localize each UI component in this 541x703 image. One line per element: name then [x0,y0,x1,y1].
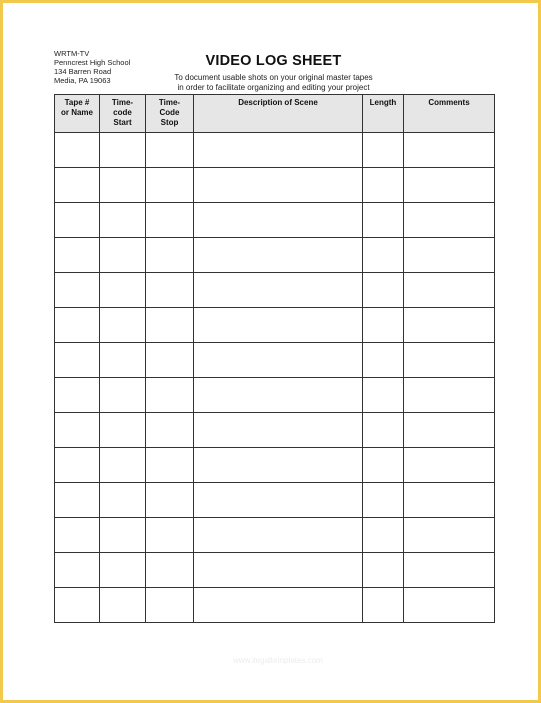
log-cell[interactable] [363,273,404,308]
log-cell[interactable] [146,448,194,483]
org-name: WRTM-TV [54,49,90,58]
log-cell[interactable] [146,168,194,203]
log-cell[interactable] [363,343,404,378]
log-cell[interactable] [404,448,495,483]
log-cell[interactable] [146,588,194,623]
log-cell[interactable] [404,308,495,343]
table-row [55,483,495,518]
log-cell[interactable] [146,203,194,238]
log-cell[interactable] [100,308,146,343]
log-cell[interactable] [100,343,146,378]
log-cell[interactable] [404,588,495,623]
log-cell[interactable] [100,588,146,623]
log-cell[interactable] [404,203,495,238]
log-cell[interactable] [194,273,363,308]
log-cell[interactable] [404,553,495,588]
table-row [55,203,495,238]
log-cell[interactable] [146,413,194,448]
log-cell[interactable] [363,413,404,448]
log-cell[interactable] [363,588,404,623]
log-cell[interactable] [363,168,404,203]
column-header-timecode-start: Time- code Start [100,95,146,133]
log-cell[interactable] [363,553,404,588]
log-cell[interactable] [100,203,146,238]
log-cell[interactable] [55,448,100,483]
log-cell[interactable] [55,588,100,623]
column-header-length: Length [363,95,404,133]
table-row [55,413,495,448]
log-cell[interactable] [55,308,100,343]
org-street: 134 Barren Road [54,67,112,76]
log-cell[interactable] [404,273,495,308]
column-header-comments: Comments [404,95,495,133]
log-cell[interactable] [404,343,495,378]
log-cell[interactable] [194,413,363,448]
log-cell[interactable] [363,483,404,518]
log-cell[interactable] [404,168,495,203]
table-row [55,588,495,623]
log-cell[interactable] [146,343,194,378]
column-header-timecode-stop: Time- Code Stop [146,95,194,133]
table-row [55,378,495,413]
column-header-description: Description of Scene [194,95,363,133]
log-cell[interactable] [363,378,404,413]
table-row [55,133,495,168]
table-row [55,343,495,378]
org-school: Penncrest High School [54,58,131,67]
column-header-tape: Tape # or Name [55,95,100,133]
log-cell[interactable] [194,133,363,168]
log-cell[interactable] [404,483,495,518]
log-cell[interactable] [363,133,404,168]
log-cell[interactable] [146,483,194,518]
log-cell[interactable] [194,553,363,588]
log-cell[interactable] [194,518,363,553]
watermark: www.ilegaltemplates.com [233,656,323,665]
log-cell[interactable] [194,448,363,483]
log-cell[interactable] [146,273,194,308]
table-row [55,273,495,308]
table-row [55,518,495,553]
log-cell[interactable] [194,483,363,518]
table-row [55,168,495,203]
log-cell[interactable] [404,238,495,273]
log-cell[interactable] [100,378,146,413]
log-cell[interactable] [146,238,194,273]
log-cell[interactable] [363,518,404,553]
log-cell[interactable] [404,518,495,553]
log-cell[interactable] [100,413,146,448]
log-cell[interactable] [146,518,194,553]
log-cell[interactable] [363,308,404,343]
log-cell[interactable] [146,378,194,413]
page-subtitle [3,73,541,92]
log-cell[interactable] [55,168,100,203]
log-cell[interactable] [55,238,100,273]
subtitle-line-1: To document usable shots on your original master tapes [174,73,373,82]
log-cell[interactable] [404,413,495,448]
log-cell[interactable] [100,448,146,483]
video-log-table [54,94,495,623]
log-cell[interactable] [100,518,146,553]
log-cell[interactable] [55,483,100,518]
table-body [55,133,495,623]
log-cell[interactable] [146,553,194,588]
log-cell[interactable] [55,343,100,378]
log-cell[interactable] [55,518,100,553]
log-cell[interactable] [194,168,363,203]
page-title: VIDEO LOG SHEET [205,53,342,69]
log-cell[interactable] [194,378,363,413]
log-cell[interactable] [363,448,404,483]
subtitle-line-2: in order to facilitate organizing and editing your project [177,82,370,92]
log-cell[interactable] [404,378,495,413]
log-cell[interactable] [194,308,363,343]
table-row [55,448,495,483]
log-cell[interactable] [55,553,100,588]
log-cell[interactable] [55,203,100,238]
log-cell[interactable] [100,168,146,203]
table-row [55,553,495,588]
table-row [55,238,495,273]
log-cell[interactable] [55,133,100,168]
log-cell[interactable] [100,238,146,273]
log-cell[interactable] [100,553,146,588]
log-cell[interactable] [194,343,363,378]
log-cell[interactable] [100,483,146,518]
log-cell[interactable] [194,588,363,623]
log-cell[interactable] [100,133,146,168]
log-cell[interactable] [194,203,363,238]
log-cell[interactable] [363,238,404,273]
table-header-row [55,95,495,133]
log-cell[interactable] [146,133,194,168]
log-cell[interactable] [194,238,363,273]
log-cell[interactable] [363,203,404,238]
log-cell[interactable] [146,308,194,343]
log-cell[interactable] [55,273,100,308]
log-cell[interactable] [404,133,495,168]
log-cell[interactable] [55,378,100,413]
org-city: Media, PA 19063 [54,76,111,85]
table-row [55,308,495,343]
log-cell[interactable] [100,273,146,308]
log-cell[interactable] [55,413,100,448]
